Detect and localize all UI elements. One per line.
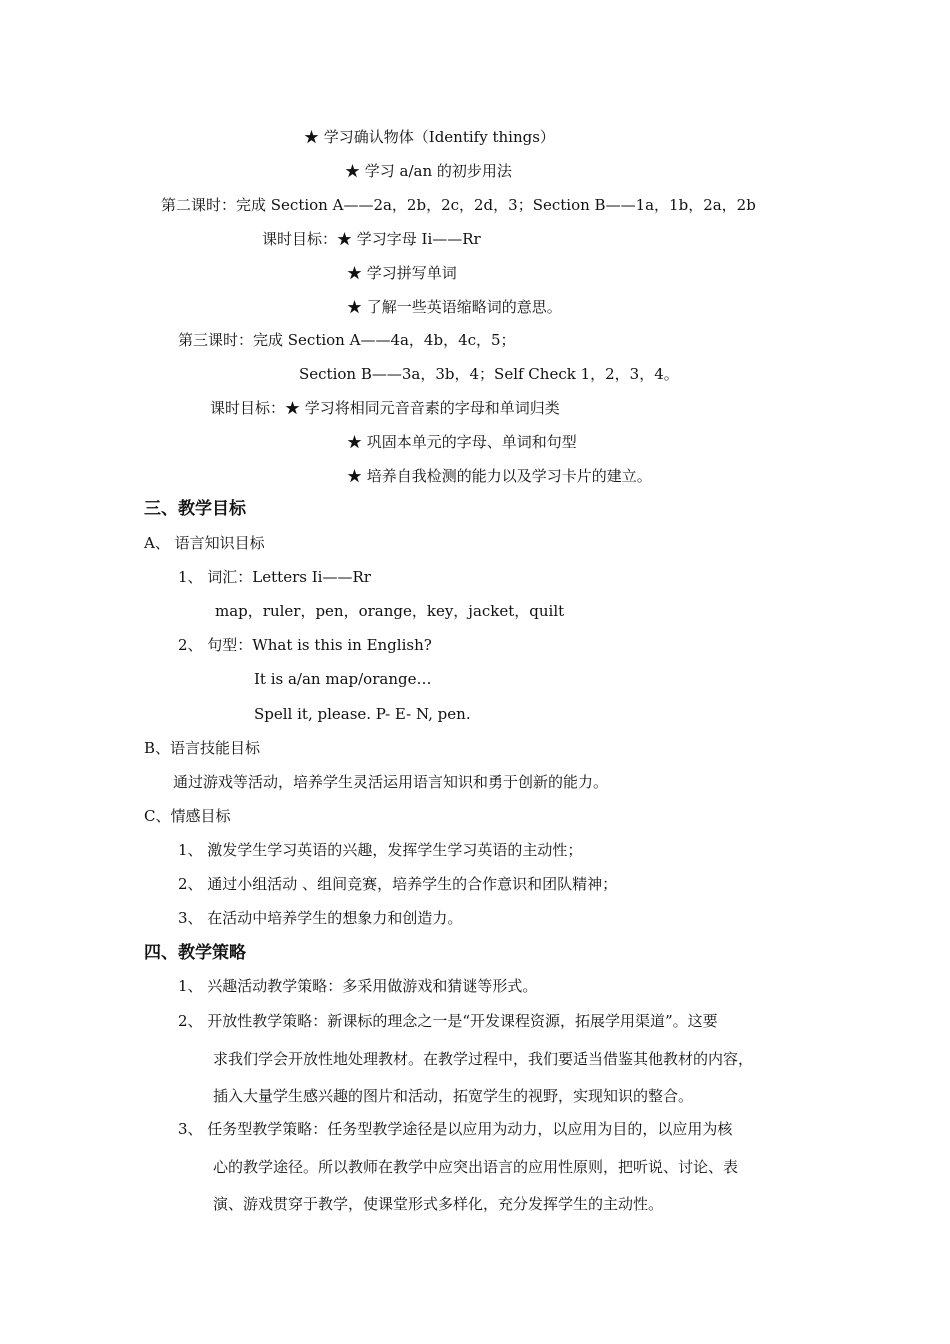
lesson1-goal-identify: ★ 学习确认物体（Identify things）: [304, 128, 555, 146]
section3-c-item-3: 3、 在活动中培养学生的想象力和创造力。: [178, 909, 463, 927]
section4-strategy-2-line-3: 插入大量学生感兴趣的图片和活动，拓宽学生的视野，实现知识的整合。: [213, 1087, 694, 1105]
section4-strategy-3-line-1: 3、 任务型教学策略：任务型教学途径是以应用为动力，以应用为目的，以应用为核: [178, 1120, 733, 1138]
lesson2-goals-label: 课时目标：★ 学习字母 Ii——Rr: [262, 230, 481, 248]
lesson3-title: 第三课时：完成 Section A——4a，4b，4c，5；: [178, 331, 516, 349]
section3-a-pattern: 2、 句型：What is this in English?: [178, 636, 432, 654]
section3-c-item-1: 1、 激发学生学习英语的兴趣，发挥学生学习英语的主动性；: [178, 841, 583, 859]
lesson2-goal-abbreviations: ★ 了解一些英语缩略词的意思。: [347, 298, 562, 316]
section4-strategy-3-line-2: 心的教学途径。所以教师在教学中应突出语言的应用性原则，把听说、讨论、表: [213, 1158, 739, 1176]
section3-heading: 三、教学目标: [144, 499, 246, 519]
lesson3-goal-consolidate: ★ 巩固本单元的字母、单词和句型: [347, 433, 577, 451]
section3-a-pattern-3: Spell it, please. P- E- N, pen.: [254, 705, 471, 723]
section4-strategy-3-line-3: 演、游戏贯穿于教学，使课堂形式多样化，充分发挥学生的主动性。: [213, 1195, 664, 1213]
lesson3-title-cont: Section B——3a，3b，4；Self Check 1，2，3，4。: [299, 365, 679, 383]
lesson2-title: 第二课时：完成 Section A——2a，2b，2c，2d，3；Section B——1a，1b，2a，2b: [161, 196, 756, 214]
section4-strategy-2-line-1: 2、 开放性教学策略：新课标的理念之一是“开发课程资源，拓展学用渠道”。这要: [178, 1012, 718, 1030]
section3-a-pattern-2: It is a/an map/orange…: [254, 670, 432, 688]
section3-a-vocab: 1、 词汇：Letters Ii——Rr: [178, 568, 371, 586]
section4-strategy-2-line-2: 求我们学会开放性地处理教材。在教学过程中，我们要适当借鉴其他教材的内容，: [213, 1050, 754, 1068]
section3-c-title: C、情感目标: [144, 807, 231, 825]
lesson1-goal-a-an: ★ 学习 a/an 的初步用法: [345, 162, 512, 180]
section4-strategy-1: 1、 兴趣活动教学策略：多采用做游戏和猜谜等形式。: [178, 977, 538, 995]
section3-b-title: B、语言技能目标: [144, 739, 261, 757]
section3-b-text: 通过游戏等活动，培养学生灵活运用语言知识和勇于创新的能力。: [173, 773, 609, 791]
section4-heading: 四、教学策略: [144, 943, 246, 963]
section3-a-vocab-words: map，ruler，pen，orange，key，jacket，quilt: [215, 602, 565, 620]
lesson2-goal-spelling: ★ 学习拼写单词: [347, 264, 457, 282]
section3-c-item-2: 2、 通过小组活动 、组间竞赛，培养学生的合作意识和团队精神；: [178, 875, 618, 893]
lesson3-goals-label: 课时目标：★ 学习将相同元音音素的字母和单词归类: [210, 399, 560, 417]
lesson3-goal-self-check: ★ 培养自我检测的能力以及学习卡片的建立。: [347, 467, 652, 485]
section3-a-title: A、 语言知识目标: [144, 534, 265, 552]
